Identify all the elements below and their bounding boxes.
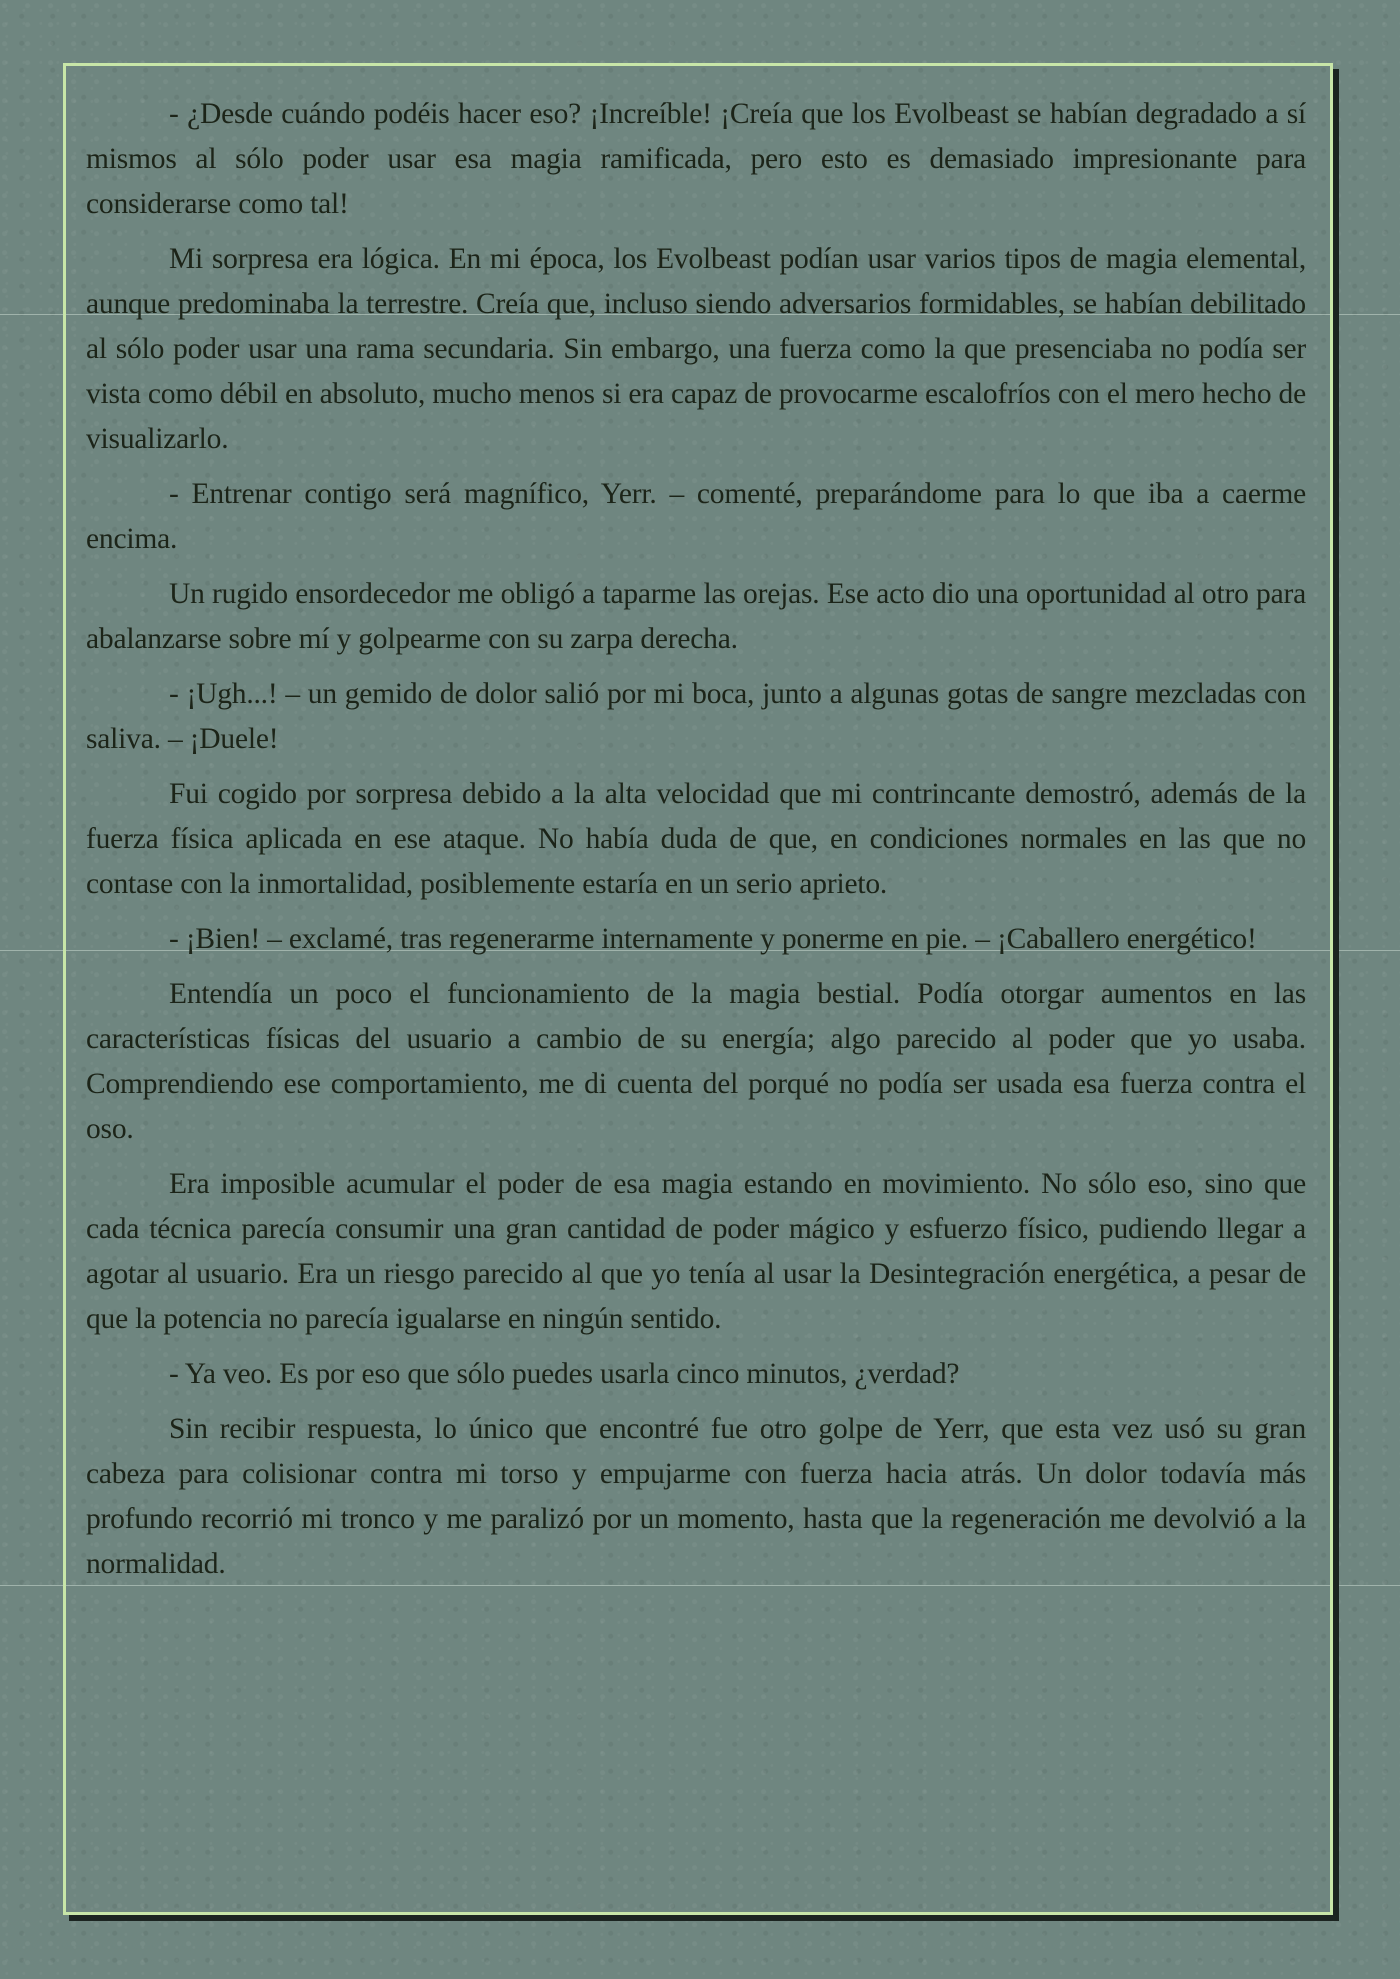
paragraph: Fui cogido por sorpresa debido a la alta velocidad que mi contrincante demostró, además de la fuerza física aplicada en ese ataque. No había duda de que, en condiciones normales en las que no contase con la inmortalidad, posiblemente estaría en un serio aprieto.: [86, 778, 1306, 900]
paragraph: - ¡Ugh...! – un gemido de dolor salió por mi boca, junto a algunas gotas de sangre mezcladas con saliva. – ¡Duele!: [86, 678, 1306, 755]
paragraph: Sin recibir respuesta, lo único que encontré fue otro golpe de Yerr, que esta vez usó su gran cabeza para colisionar contra mi torso y empujarme con fuerza hacia atrás. Un dolor todavía más profundo recorrió mi tronco y me paralizó por un momento, hasta que la regeneración me devolvió a la normalidad.: [86, 1413, 1306, 1580]
paragraph: - Ya veo. Es por eso que sólo puedes usarla cinco minutos, ¿verdad?: [169, 1358, 960, 1390]
paragraph: - ¿Desde cuándo podéis hacer eso? ¡Increíble! ¡Creía que los Evolbeast se habían degradado a sí mismos al sólo poder usar esa magia ramificada, pero esto es demasiado impresionante para considerarse como tal!: [86, 98, 1306, 220]
paragraph: Un rugido ensordecedor me obligó a taparme las orejas. Ese acto dio una oportunidad al otro para abalanzarse sobre mí y golpearme con su zarpa derecha.: [86, 578, 1306, 655]
text-panel: [63, 63, 1333, 1915]
paragraph: - Entrenar contigo será magnífico, Yerr. – comenté, preparándome para lo que iba a caerme encima.: [86, 478, 1306, 555]
paragraph: - ¡Bien! – exclamé, tras regenerarme internamente y ponerme en pie. – ¡Caballero energético!: [169, 923, 1257, 955]
paragraph: Entendía un poco el funcionamiento de la magia bestial. Podía otorgar aumentos en las características físicas del usuario a cambio de su energía; algo parecido al poder que yo usaba. Comprendiendo ese comportamiento, me di cuenta del porqué no podía ser usada esa fuerza contra el oso.: [86, 978, 1306, 1145]
paragraph: Era imposible acumular el poder de esa magia estando en movimiento. No sólo eso, sino que cada técnica parecía consumir una gran cantidad de poder mágico y esfuerzo físico, pudiendo llegar a agotar al usuario. Era un riesgo parecido al que yo tenía al usar la Desintegración energética, a pesar de que la potencia no parecía igualarse en ningún sentido.: [86, 1168, 1306, 1335]
paragraph: Mi sorpresa era lógica. En mi época, los Evolbeast podían usar varios tipos de magia elemental, aunque predominaba la terrestre. Creía que, incluso siendo adversarios formidables, se habían debilitado al sólo poder usar una rama secundaria. Sin embargo, una fuerza como la que presenciaba no podía ser vista como débil en absoluto, mucho menos si era capaz de provocarme escalofríos con el mero hecho de visualizarlo.: [86, 243, 1306, 455]
